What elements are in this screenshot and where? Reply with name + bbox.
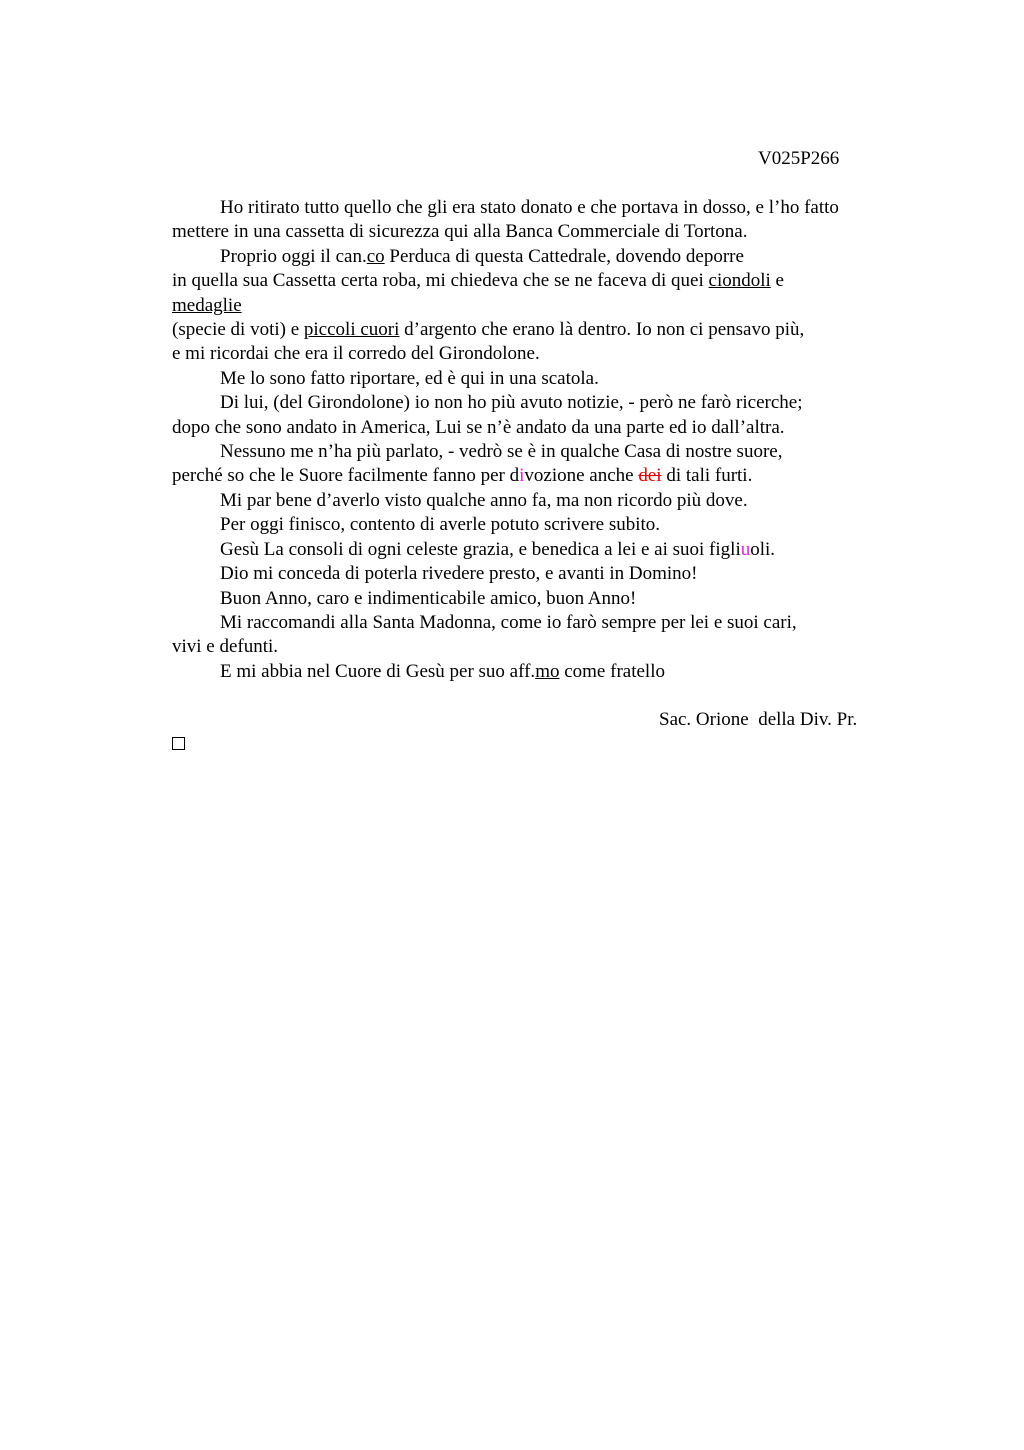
text-run: in quella sua Cassetta certa roba, mi chiedeva che se ne faceva di quei: [172, 270, 709, 292]
text-run: Gesù La consoli di ogni celeste grazia, e benedica a lei e ai suoi figli: [220, 538, 741, 560]
deleted-word: dei: [638, 465, 662, 487]
text-line: Me lo sono fatto riportare, ed è qui in una scatola.: [220, 367, 599, 389]
text-line: Mi raccomandi alla Santa Madonna, come io farò sempre per lei e suoi cari,: [220, 611, 797, 633]
text-line: [172, 245, 902, 269]
text-line: Ho ritirato tutto quello che gli era stato donato e che portava in dosso, e l’ho fatto: [220, 197, 839, 218]
text-run: d’argento che erano là dentro. Io non ci pensavo più,: [399, 319, 805, 341]
text-line: [172, 538, 902, 562]
text-run: vozione anche: [524, 465, 639, 487]
underlined-phrase: piccoli cuori: [303, 319, 400, 341]
text-line: [172, 318, 902, 342]
text-line: [172, 464, 902, 488]
text-line: e mi ricordai che era il corredo del Girondolone.: [172, 343, 540, 365]
text-run: Proprio oggi il can.: [220, 245, 367, 267]
text-line: mettere in una cassetta di sicurezza qui alla Banca Commerciale di Tortona.: [172, 221, 748, 243]
text-run: (specie di voti) e: [172, 319, 304, 341]
text-run: e: [770, 270, 784, 292]
text-run: Perduca di questa Cattedrale, dovendo deporre: [384, 245, 744, 267]
text-line: Di lui, (del Girondolone) io non ho più avuto notizie, - però ne farò ricerche;: [220, 392, 803, 414]
text-run: perché so che le Suore facilmente fanno per d: [172, 465, 520, 487]
text-line: Buon Anno, caro e indimenticabile amico, buon Anno!: [220, 587, 637, 609]
text-line: [172, 269, 902, 293]
inserted-letter: i: [519, 465, 525, 487]
text-run: come fratello: [559, 660, 665, 682]
text-run: oli.: [750, 538, 776, 560]
text-run: di tali furti.: [661, 465, 753, 487]
text-line: Dio mi conceda di poterla rivedere presto, e avanti in Domino!: [220, 563, 698, 585]
underlined-abbreviation: mo: [535, 660, 560, 682]
underlined-word: medaglie: [172, 294, 242, 316]
text-line: Mi par bene d’averlo visto qualche anno fa, ma non ricordo più dove.: [220, 489, 748, 511]
letter-body: [172, 196, 902, 684]
text-line: dopo che sono andato in America, Lui se n’è andato da una parte ed io dall’altra.: [172, 416, 785, 438]
text-run: E mi abbia nel Cuore di Gesù per suo aff.: [220, 660, 536, 682]
underlined-abbreviation: co: [366, 245, 385, 267]
inserted-letter: u: [740, 538, 751, 560]
text-line: [172, 660, 902, 684]
text-line: Nessuno me n’ha più parlato, - vedrò se è in qualche Casa di nostre suore,: [220, 441, 783, 463]
empty-square-icon: [172, 737, 185, 750]
signature: Sac. Orione della Div. Pr.: [659, 709, 858, 730]
text-line: Per oggi finisco, contento di averle potuto scrivere subito.: [220, 514, 661, 536]
page-id: V025P266: [758, 148, 840, 169]
underlined-word: ciondoli: [708, 270, 771, 292]
text-line: vivi e defunti.: [172, 636, 279, 658]
